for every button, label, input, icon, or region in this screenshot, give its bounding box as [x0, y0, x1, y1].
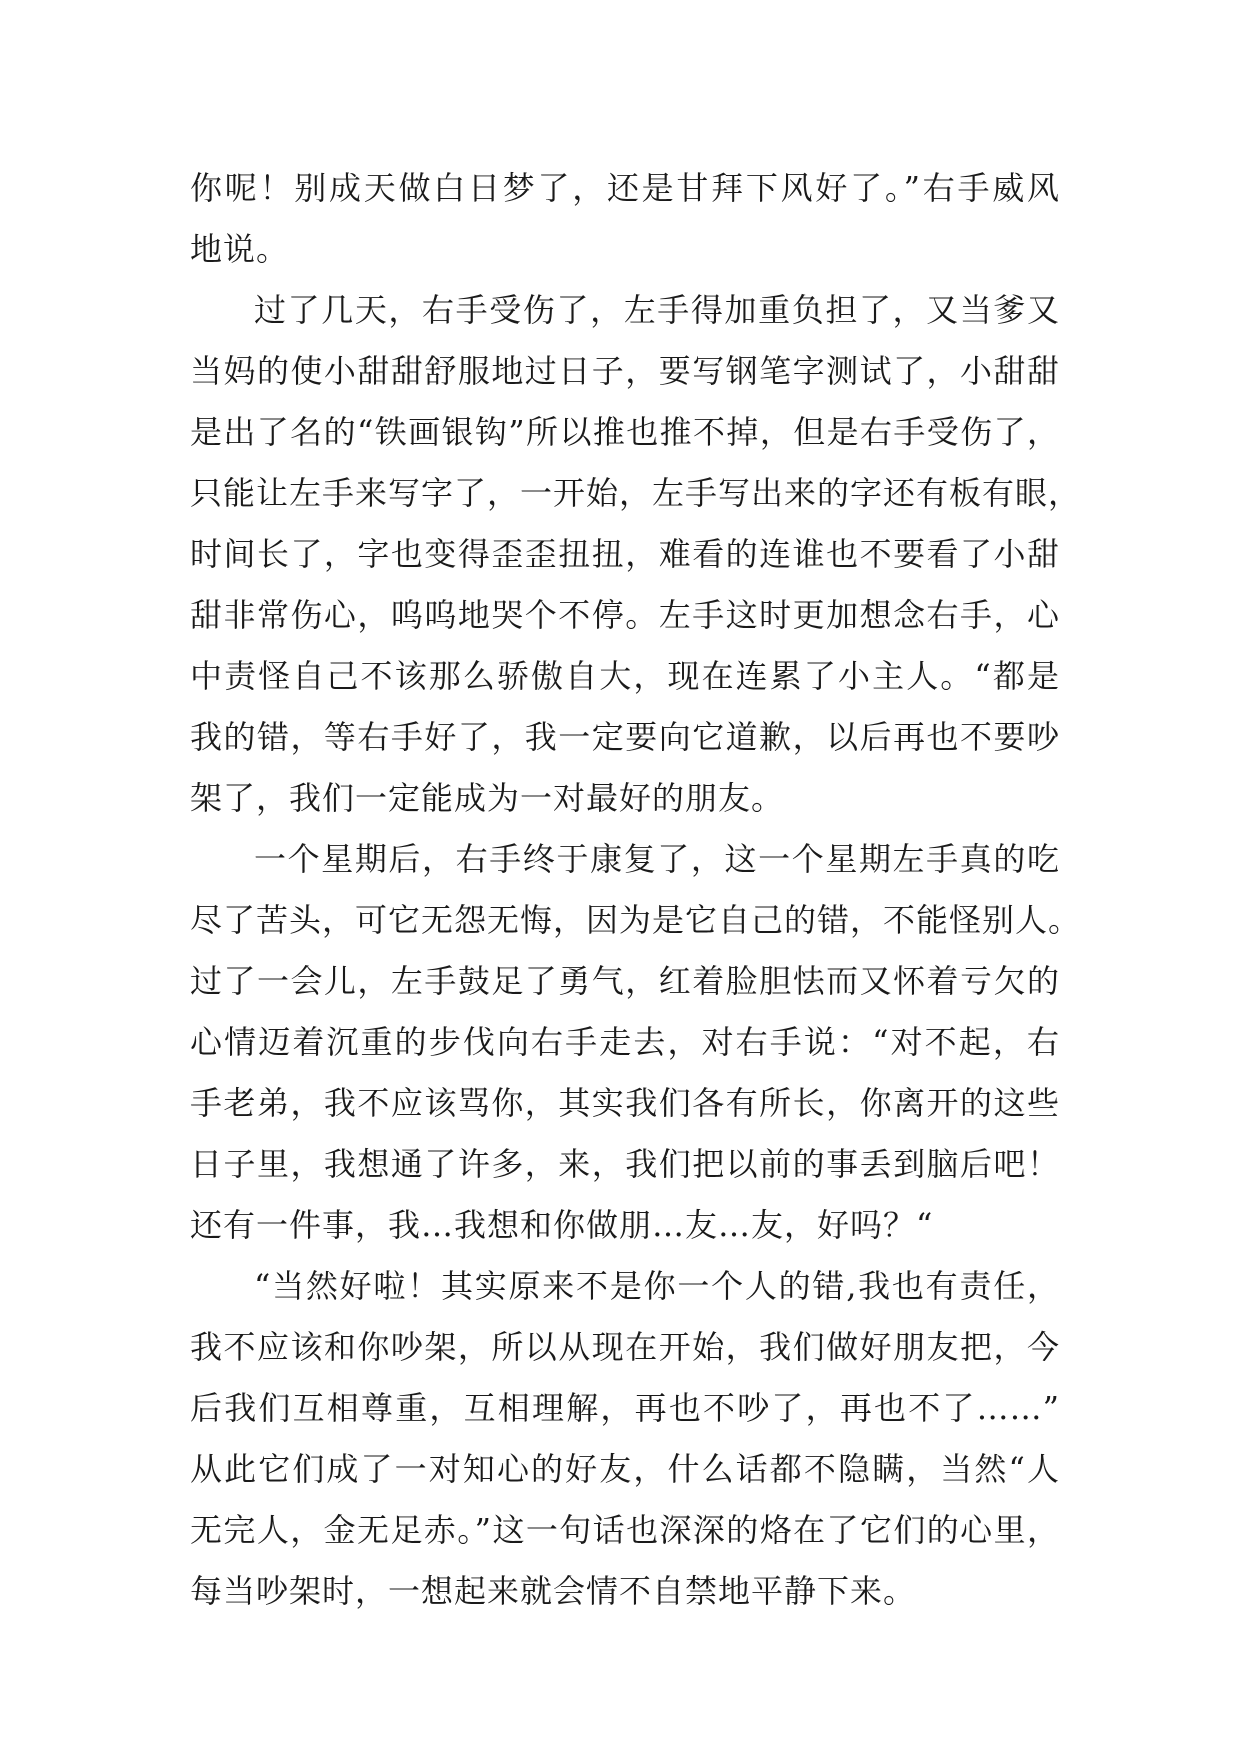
text-line: 无完人，金无足赤。”这一句话也深深的烙在了它们的心里， — [190, 1511, 1060, 1549]
text-line: 心情迈着沉重的步伐向右手走去，对右手说：“对不起，右 — [190, 1023, 1060, 1061]
text-line: 只能让左手来写字了，一开始，左手写出来的字还有板有眼， — [190, 474, 1082, 512]
text-line: 后我们互相尊重，互相理解，再也不吵了，再也不了……” — [190, 1389, 1060, 1427]
paragraph-start-line: 过了几天，右手受伤了，左手得加重负担了，又当爹又 — [254, 291, 1060, 329]
text-line: 从此它们成了一对知心的好友，什么话都不隐瞒，当然“人 — [190, 1450, 1060, 1488]
text-line: 甜非常伤心，呜呜地哭个不停。左手这时更加想念右手，心 — [190, 596, 1060, 634]
text-line: 每当吵架时，一想起来就会情不自禁地平静下来。 — [190, 1572, 917, 1610]
text-line: 过了一会儿，左手鼓足了勇气，红着脸胆怯而又怀着亏欠的 — [190, 962, 1060, 1000]
text-line: 中责怪自己不该那么骄傲自大，现在连累了小主人。“都是 — [190, 657, 1060, 695]
paragraph-start-line: 一个星期后，右手终于康复了，这一个星期左手真的吃 — [254, 840, 1060, 878]
text-line: 当妈的使小甜甜舒服地过日子，要写钢笔字测试了，小甜甜 — [190, 352, 1060, 390]
text-line: 是出了名的“铁画银钩”所以推也推不掉，但是右手受伤了， — [190, 413, 1060, 451]
text-line: 还有一件事，我…我想和你做朋…友…友，好吗？“ — [190, 1206, 934, 1244]
document-body — [190, 158, 1082, 1622]
text-line: 架了，我们一定能成为一对最好的朋友。 — [190, 779, 785, 817]
paragraph-start-line: “当然好啦！其实原来不是你一个人的错,我也有责任， — [254, 1267, 1060, 1305]
text-line: 手老弟，我不应该骂你，其实我们各有所长，你离开的这些 — [190, 1084, 1060, 1122]
text-line: 我不应该和你吵架，所以从现在开始，我们做好朋友把，今 — [190, 1328, 1060, 1366]
text-line: 我的错，等右手好了，我一定要向它道歉，以后再也不要吵 — [190, 718, 1060, 756]
text-line: 地说。 — [190, 230, 290, 268]
text-line: 时间长了，字也变得歪歪扭扭，难看的连谁也不要看了小甜 — [190, 535, 1060, 573]
text-line: 尽了苦头，可它无怨无悔，因为是它自己的错，不能怪别人。 — [190, 901, 1082, 939]
text-line: 日子里，我想通了许多，来，我们把以前的事丢到脑后吧！ — [190, 1145, 1060, 1183]
text-line: 你呢！别成天做白日梦了，还是甘拜下风好了。”右手威风 — [190, 169, 1060, 207]
